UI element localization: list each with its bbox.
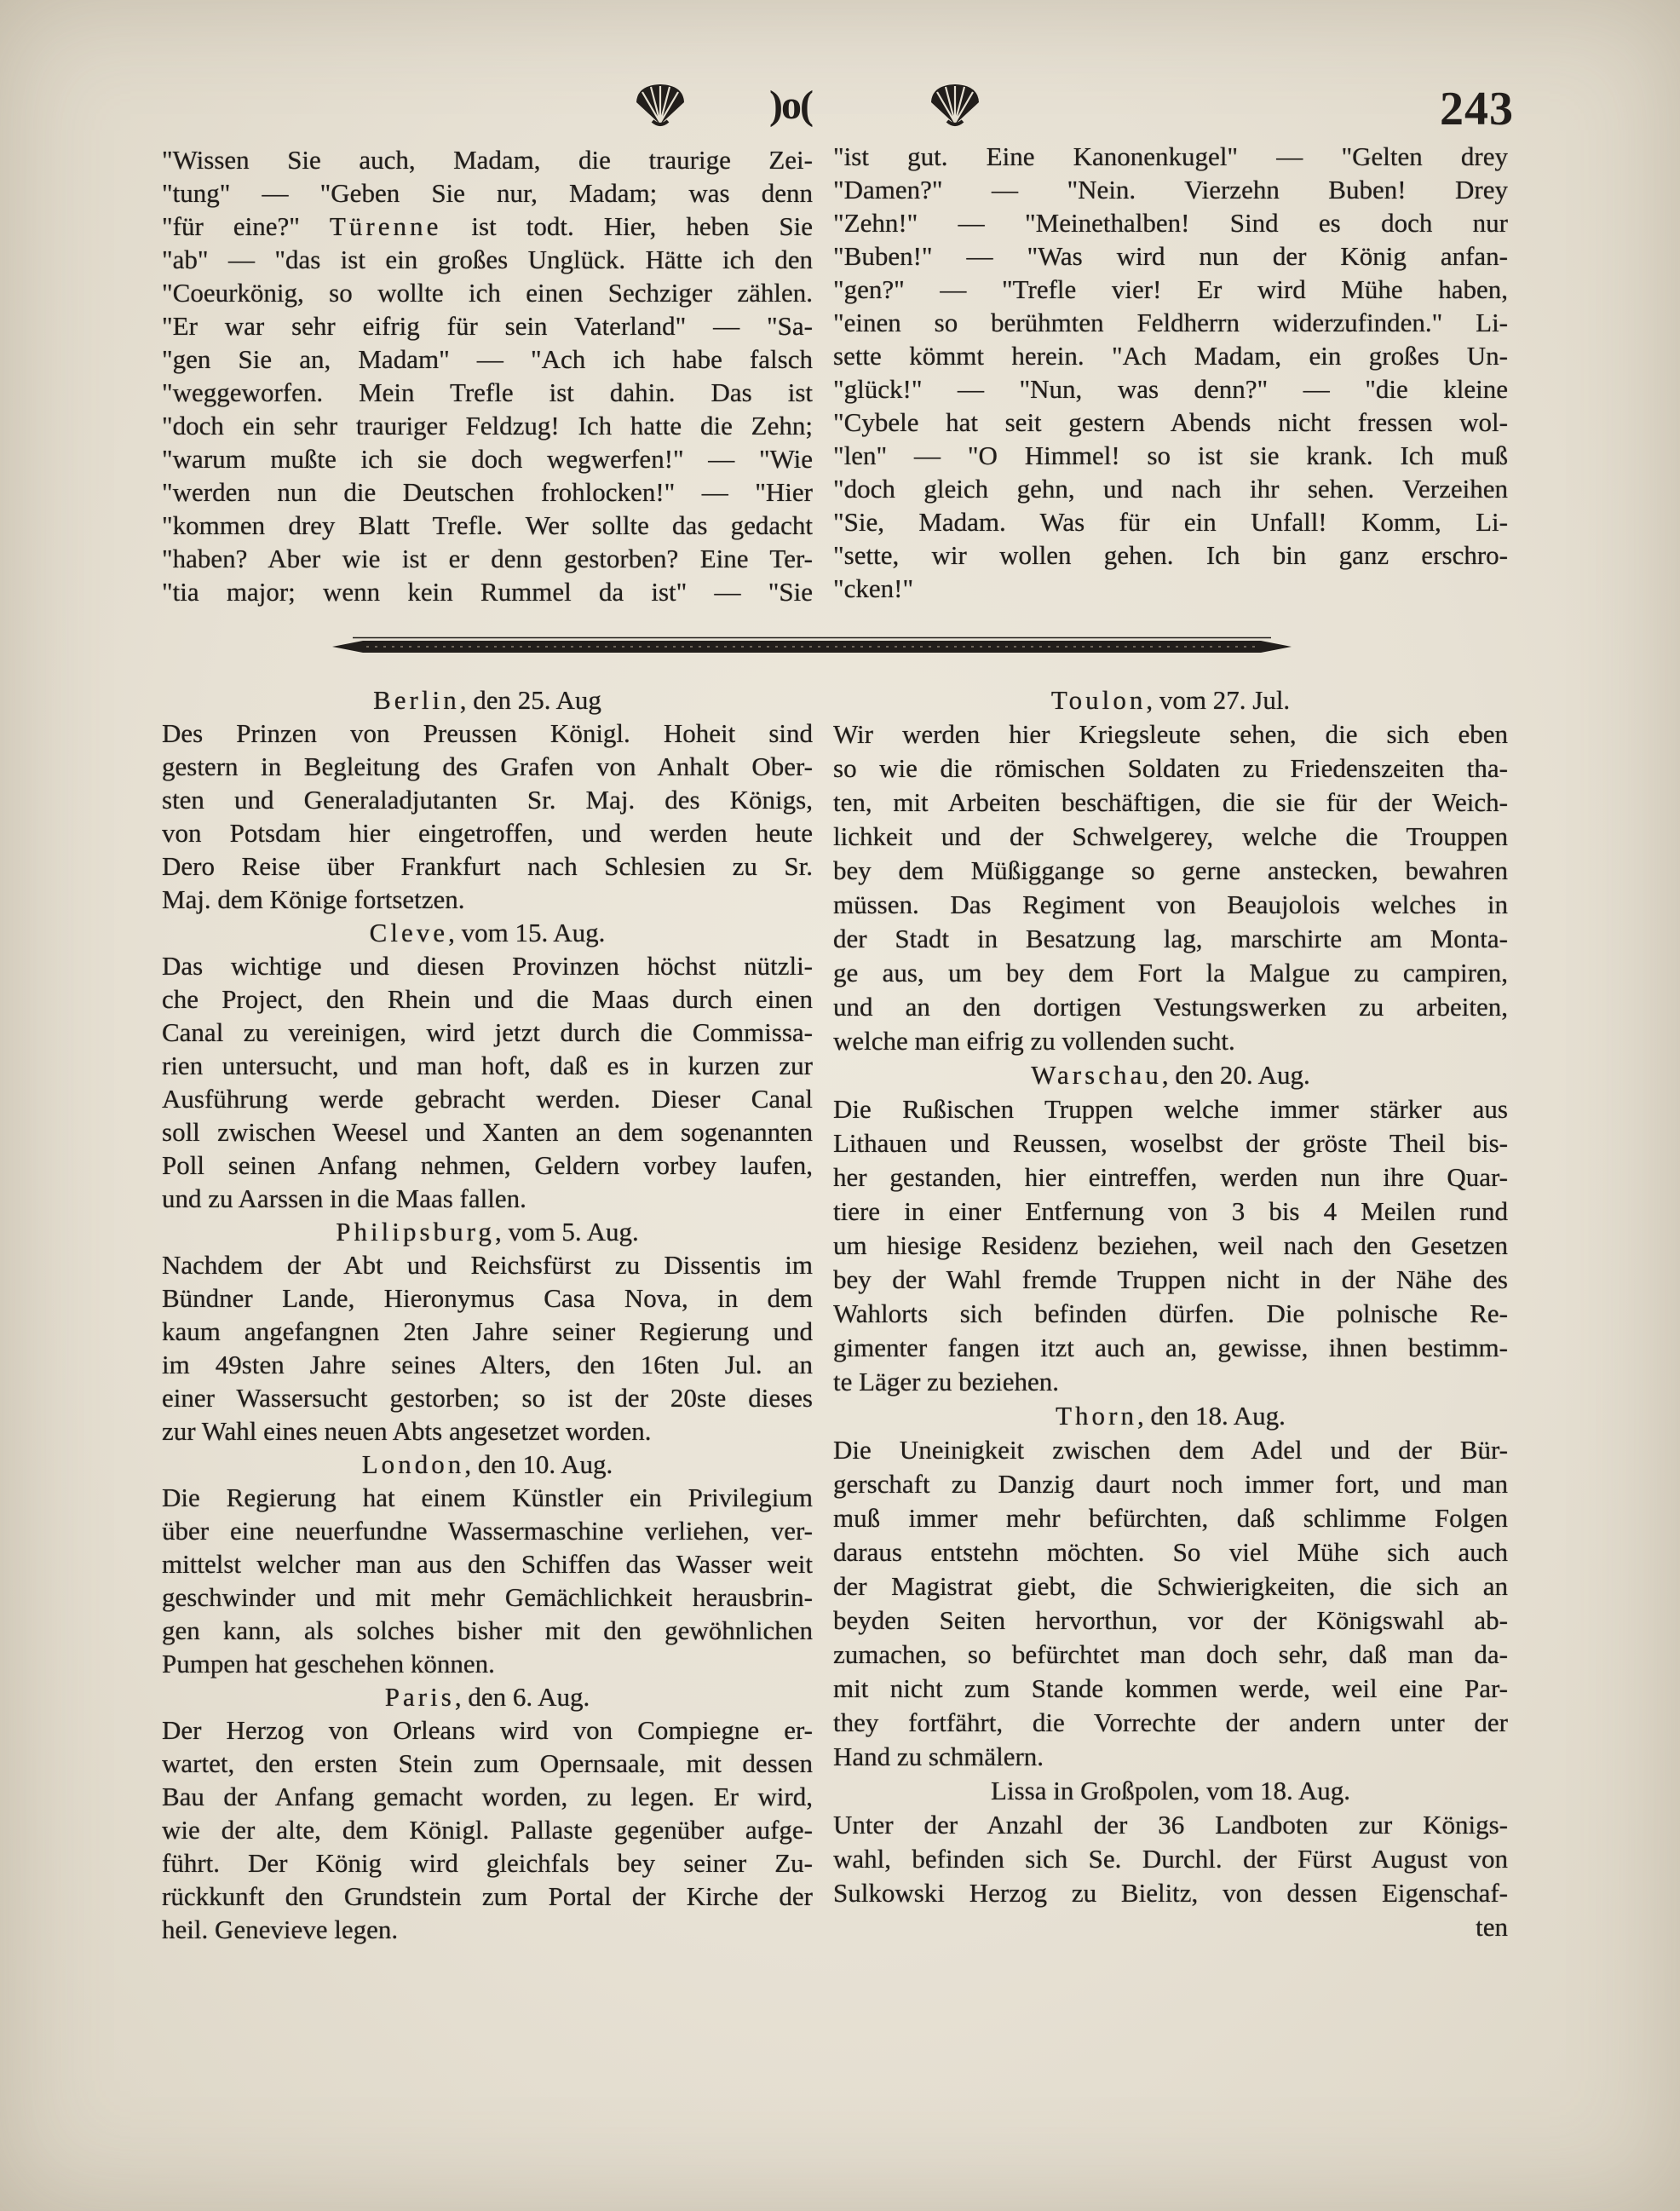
article-city: Cleve (369, 918, 449, 947)
article-date: , den 20. Aug. (1161, 1060, 1310, 1090)
dialog-line (162, 210, 813, 243)
article-line: rien untersucht, und man hoft, daß es in kurzen zur (162, 1051, 813, 1080)
article-line: gen kann, als solches bisher mit den gewöhnlichen (162, 1615, 813, 1645)
dialog-line: sette kömmt herein. "Ach Madam, ein großes Un- (833, 341, 1508, 371)
dialog-line: "tia major; wenn kein Rummel da ist" — "Sie (162, 577, 813, 607)
article-line: zumachen, so befürchtet man doch sehr, daß man da- (833, 1639, 1508, 1669)
article-date: , vom 18. Aug. (1193, 1776, 1350, 1805)
dialog-line: "Sie, Madam. Was für ein Unfall! Komm, Li- (833, 507, 1508, 537)
article-heading (162, 683, 813, 717)
article-line: Unter der Anzahl der 36 Landboten zur Königs- (833, 1810, 1508, 1840)
article-line: Die Regierung hat einem Künstler ein Privilegium (162, 1483, 813, 1512)
article-line: wie der alte, dem Königl. Pallaste gegenüber aufge- (162, 1815, 813, 1845)
dialog-column-left (162, 143, 813, 608)
article-line: kaum angefangnen 2ten Jahre seiner Regierung und (162, 1316, 813, 1346)
article-line: Maj. dem Könige fortsetzen. (162, 884, 465, 914)
article-date: , vom 5. Aug. (494, 1217, 639, 1247)
article-city: Paris (384, 1682, 455, 1712)
article-line: tiere in einer Entfernung von 3 bis 4 Meilen rund (833, 1196, 1508, 1226)
article-line: ten, mit Arbeiten beschäftigen, die sie für der Weich- (833, 787, 1508, 817)
catchword: ten (1476, 1912, 1508, 1942)
article-line: einer Wassersucht gestorben; so ist der 20ste dieses (162, 1383, 813, 1413)
article-line: um hiesige Residenz beziehen, weil nach den Gesetzen (833, 1230, 1508, 1260)
article-line: gerschaft zu Danzig daurt noch immer fort, und man (833, 1469, 1508, 1499)
shell-ornament-icon (632, 82, 688, 128)
dialog-line: "Coeurkönig, so wollte ich einen Sechziger zählen. (162, 278, 813, 308)
article-line: Poll seinen Anfang nehmen, Geldern vorbey laufen, (162, 1150, 813, 1180)
dialog-column-right (833, 140, 1508, 605)
news-column-left (162, 683, 813, 1946)
dialog-line: "haben? Aber wie ist er denn gestorben? Eine Ter- (162, 544, 813, 573)
article-line: und an den dortigen Vestungswerken zu arbeiten, (833, 992, 1508, 1022)
article-line: über eine neuerfundne Wassermaschine verliehen, ver- (162, 1516, 813, 1546)
article-line: geschwinder und mit mehr Gemächlichkeit herausbrin- (162, 1582, 813, 1612)
article-line: Wahlorts sich befinden dürfen. Die polnische Re- (833, 1298, 1508, 1328)
article-line: der Stadt in Besatzung lag, marschirte am Monta- (833, 924, 1508, 953)
dialog-line: "kommen drey Blatt Trefle. Wer sollte das gedacht (162, 510, 813, 540)
dialog-text: "für eine?" (162, 211, 330, 241)
dialog-line: "Er war sehr eifrig für sein Vaterland" — "Sa- (162, 311, 813, 341)
dialog-line: "gen?" — "Trefle vier! Er wird Mühe haben, (833, 274, 1508, 304)
dialog-text: ist todt. Hier, heben Sie (441, 211, 813, 241)
article-heading (162, 1680, 813, 1713)
article-line: Bau der Anfang gemacht worden, zu legen. Er wird, (162, 1782, 813, 1811)
article-heading (162, 1448, 813, 1481)
article-date: , den 25. Aug (459, 685, 601, 715)
dialog-line: "cken!" (833, 573, 914, 603)
dialog-line: "tung" — "Geben Sie nur, Madam; was denn (162, 178, 813, 208)
page-number: 243 (1440, 83, 1514, 135)
article-heading (833, 1058, 1508, 1092)
article-line: Canal zu vereinigen, wird jetzt durch die Commissa- (162, 1017, 813, 1047)
article-line: rückkunft den Grundstein zum Portal der Kirche der (162, 1881, 813, 1911)
article-line: te Läger zu beziehen. (833, 1367, 1060, 1396)
article-line: Die Rußischen Truppen welche immer stärker aus (833, 1094, 1508, 1124)
article-line: führt. Der König wird gleichfals bey seiner Zu- (162, 1848, 813, 1878)
article-line: müssen. Das Regiment von Beaujolois welches in (833, 890, 1508, 919)
article-line: so wie die römischen Soldaten zu Friedenszeiten tha- (833, 753, 1508, 783)
article-line: Dero Reise über Frankfurt nach Schlesien zu Sr. (162, 851, 813, 881)
article-line: Nachdem der Abt und Reichsfürst zu Dissentis im (162, 1250, 813, 1280)
article-line: im 49sten Jahre seines Alters, den 16ten Jul. an (162, 1350, 813, 1379)
article-line: der Magistrat giebt, die Schwierigkeiten, die sich an (833, 1571, 1508, 1601)
dialog-line: "werden nun die Deutschen frohlocken!" — "Hier (162, 477, 813, 507)
dialog-name-spaced: Türenne (329, 211, 442, 241)
article-line: soll zwischen Weesel und Xanten an dem sogenannten (162, 1117, 813, 1147)
dialog-line: "ab" — "das ist ein großes Unglück. Hätte ich den (162, 245, 813, 274)
article-date: , vom 15. Aug. (448, 918, 606, 947)
article-line: Lithauen und Reussen, woselbst der gröste Theil bis- (833, 1128, 1508, 1158)
dialog-line: "ist gut. Eine Kanonenkugel" — "Gelten drey (833, 141, 1508, 171)
article-line: bey dem Müßiggange so gerne anstecken, bewahren (833, 855, 1508, 885)
article-line: mit nicht zum Stande kommen werde, weil eine Par- (833, 1673, 1508, 1703)
article-line: her gestanden, hier eintreffen, werden nun ihre Quar- (833, 1162, 1508, 1192)
article-line: heil. Genevieve legen. (162, 1914, 399, 1944)
article-line: lichkeit und der Schwelgerey, welche die Trouppen (833, 821, 1508, 851)
article-line: daraus entstehn möchten. So viel Mühe sich auch (833, 1537, 1508, 1567)
article-line: gimenter fangen itzt auch an, gewisse, ihnen bestimm- (833, 1333, 1508, 1362)
separator-rule (332, 636, 1292, 658)
article-line: Sulkowski Herzog zu Bielitz, von dessen Eigenschaf- (833, 1878, 1508, 1908)
article-line: sten und Generaladjutanten Sr. Maj. des Königs, (162, 785, 813, 815)
article-date: , vom 27. Jul. (1146, 685, 1291, 715)
shell-ornament-icon (927, 82, 983, 128)
article-line: bey der Wahl fremde Truppen nicht in der Nähe des (833, 1264, 1508, 1294)
article-city: Lissa in Großpolen (991, 1776, 1194, 1805)
article-line: che Project, den Rhein und die Maas durch einen (162, 984, 813, 1014)
article-line: beyden Seiten hervorthun, vor der Königswahl ab- (833, 1605, 1508, 1635)
article-line: Die Uneinigkeit zwischen dem Adel und der Bür- (833, 1435, 1508, 1465)
article-heading (833, 1399, 1508, 1433)
article-line: Das wichtige und diesen Provinzen höchst nützli- (162, 951, 813, 981)
dialog-line: "len" — "O Himmel! so ist sie krank. Ich muß (833, 440, 1508, 470)
article-line: Bündner Lande, Hieronymus Casa Nova, in dem (162, 1283, 813, 1313)
article-heading (833, 1774, 1508, 1808)
dialog-line: "gen Sie an, Madam" — "Ach ich habe falsch (162, 344, 813, 374)
dialog-line: "Wissen Sie auch, Madam, die traurige Zei- (162, 145, 813, 175)
article-line: von Potsdam hier eingetroffen, und werden heute (162, 818, 813, 848)
article-city: Philipsburg (336, 1217, 495, 1247)
dialog-line: "warum mußte ich sie doch wegwerfen!" — "Wie (162, 444, 813, 474)
article-line: they fortfährt, die Vorrechte der andern unter der (833, 1707, 1508, 1737)
article-city: Thorn (1056, 1401, 1137, 1431)
article-date: , den 10. Aug. (464, 1449, 613, 1479)
dialog-line: "Cybele hat seit gestern Abends nicht fressen wol- (833, 407, 1508, 437)
article-line: ge aus, um bey dem Fort la Malgue zu campiren, (833, 958, 1508, 987)
dialog-line: "Damen?" — "Nein. Vierzehn Buben! Drey (833, 175, 1508, 204)
news-column-right (833, 683, 1508, 1944)
article-line: gestern in Begleitung des Grafen von Anhalt Ober- (162, 751, 813, 781)
article-line: muß immer mehr befürchten, daß schlimme Folgen (833, 1503, 1508, 1533)
dialog-line: "glück!" — "Nun, was denn?" — "die kleine (833, 374, 1508, 404)
article-line: zur Wahl eines neuen Abts angesetzet worden. (162, 1416, 652, 1446)
article-line: Hand zu schmälern. (833, 1742, 1044, 1771)
article-city: Berlin (373, 685, 460, 715)
dialog-line: "einen so berühmten Feldherrn widerzufinden." Li- (833, 308, 1508, 337)
article-date: , den 6. Aug. (454, 1682, 590, 1712)
article-line: mittelst welcher man aus den Schiffen das Wasser weit (162, 1549, 813, 1579)
dialog-line: "doch ein sehr trauriger Feldzug! Ich hatte die Zehn; (162, 411, 813, 440)
article-heading (162, 1215, 813, 1248)
article-line: Des Prinzen von Preussen Königl. Hoheit sind (162, 718, 813, 748)
article-line: wartet, den ersten Stein zum Opernsaale, mit dessen (162, 1748, 813, 1778)
article-city: London (361, 1449, 465, 1479)
article-date: , den 18. Aug. (1136, 1401, 1286, 1431)
article-heading (833, 683, 1508, 717)
article-line: Pumpen hat geschehen können. (162, 1649, 495, 1678)
article-line: wahl, befinden sich Se. Durchl. der Fürst August von (833, 1844, 1508, 1874)
article-line: Wir werden hier Kriegsleute sehen, die sich eben (833, 719, 1508, 749)
dialog-line: "Zehn!" — "Meinethalben! Sind es doch nur (833, 208, 1508, 238)
article-city: Warschau (1031, 1060, 1162, 1090)
article-city: Toulon (1050, 685, 1147, 715)
dialog-line: "sette, wir wollen gehen. Ich bin ganz erschro- (833, 540, 1508, 570)
article-heading (162, 916, 813, 949)
center-ornament: )o( (769, 83, 812, 128)
article-line: und zu Aarssen in die Maas fallen. (162, 1183, 526, 1213)
article-line: welche man eifrig zu vollenden sucht. (833, 1026, 1235, 1056)
article-line: Der Herzog von Orleans wird von Compiegne er- (162, 1715, 813, 1745)
dialog-line: "weggeworfen. Mein Trefle ist dahin. Das ist (162, 377, 813, 407)
dialog-line: "doch gleich gehn, und nach ihr sehen. Verzeihen (833, 474, 1508, 504)
article-line: Ausführung werde gebracht werden. Dieser Canal (162, 1084, 813, 1114)
dialog-line: "Buben!" — "Was wird nun der König anfan- (833, 241, 1508, 271)
